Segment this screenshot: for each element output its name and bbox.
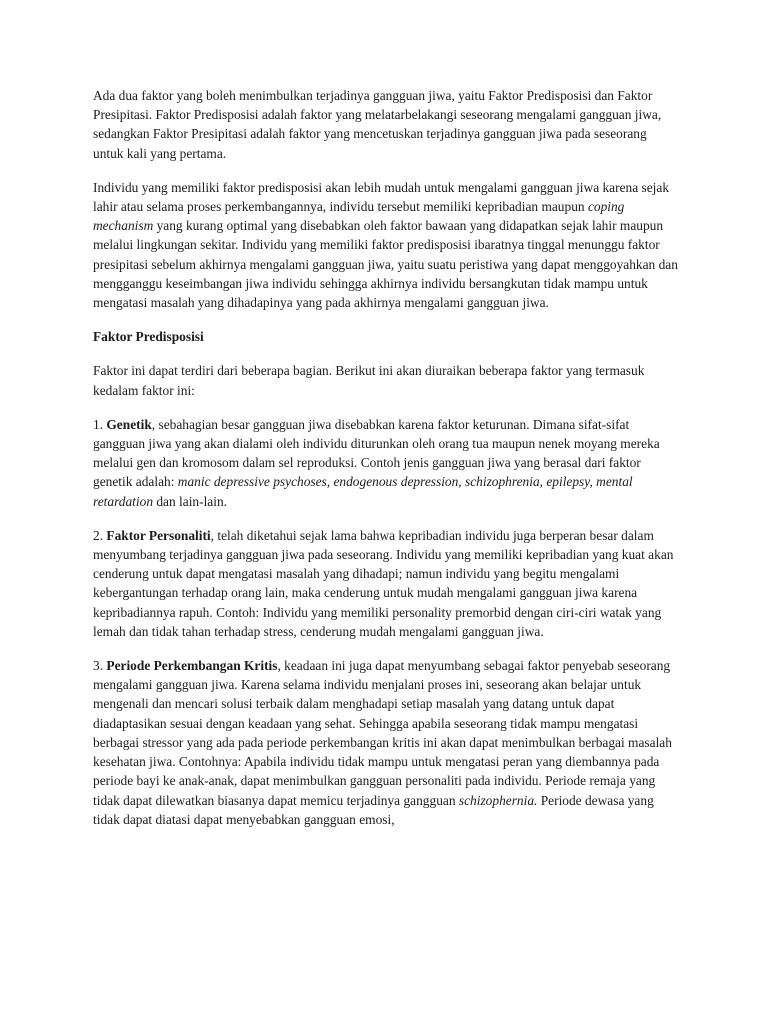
item-text: , telah diketahui sejak lama bahwa kepribadian individu juga berperan besar dalam menyumbang terjadinya gangguan jiwa pada seseorang. Individu yang memiliki kepribadian yang kuat akan cenderung untuk dapat mengatasi masalah yang dihadapi; namun individu yang begitu mengalami kebergantungan terhadap orang lain, maka cenderung untuk mudah mengalami gangguan jiwa karena kepribadiannya rapuh. Contoh: Individu yang memiliki personality premorbid dengan ciri-ciri watak yang lemah dan tidak tahan terhadap stress, cenderung mudah mengalami gangguan jiwa. xyxy=(93,527,674,639)
item-title: Faktor Personaliti xyxy=(106,527,211,543)
item-title: Periode Perkembangan Kritis xyxy=(106,658,278,674)
item-number: 1. xyxy=(93,416,107,432)
list-item-personaliti xyxy=(93,526,678,641)
intro-text: Ada dua faktor yang boleh menimbulkan terjadinya gangguan jiwa, yaitu Faktor Predisposisi dan Faktor Presipitasi. Faktor Predisposisi adalah faktor yang melatarbelakangi seseorang mengalami gangguan jiwa, sedangkan Faktor Presipitasi adalah faktor yang mencetuskan terjadinya gangguan jiwa pada seseorang untuk kali yang pertama. xyxy=(93,88,662,161)
explanation-text: Individu yang memiliki faktor predisposisi akan lebih mudah untuk mengalami gangguan jiwa karena sejak lahir atau selama proses perkembangannya, individu tersebut memiliki kepribadian maupun xyxy=(93,179,670,215)
item-text: , sebahagian besar gangguan jiwa disebabkan karena faktor keturunan. Dimana sifat-sifat gangguan jiwa yang akan dialami oleh individu diturunkan oleh orang tua maupun nenek moyang mereka melalui gen dan kromosom dalam sel reproduksi. Contoh jenis gangguan jiwa yang berasal dari faktor genetik adalah: xyxy=(93,416,660,490)
explanation-text-continued: yang kurang optimal yang disebabkan oleh faktor bawaan yang didapatkan sejak lahir maupun melalui lingkungan sekitar. Individu yang memiliki faktor predisposisi ibaratnya tinggal menunggu faktor presipitasi sebelum akhirnya mengalami gangguan jiwa, yaitu suatu peristiwa yang dapat menggoyahkan dan mengganggu keseimbangan jiwa individu sehingga akhirnya individu bersangkutan tidak mampu untuk mengatasi masalah yang dihadapinya yang pada akhirnya mengalami gangguan jiwa. xyxy=(93,218,678,311)
intro-paragraph xyxy=(93,86,678,163)
item-title: Genetik xyxy=(106,416,152,432)
section-intro-paragraph xyxy=(93,361,678,399)
predisposition-explanation-paragraph xyxy=(93,178,678,312)
document-page xyxy=(93,86,678,844)
list-item-genetik xyxy=(93,415,678,511)
item-text: , keadaan ini juga dapat menyumbang sebagai faktor penyebab seseorang mengalami gangguan jiwa. Karena selama individu menjalani proses ini, seseorang akan belajar untuk mengenali dan mencari solusi terbaik dalam menghadapi setiap masalah yang datang untuk dapat diadaptasikan sesuai dengan keadaan yang sehat. Sehingga apabila seseorang tidak mampu mengatasi berbagai stressor yang ada pada periode perkembangan kritis ini akan dapat menimbulkan berbagai masalah kesehatan jiwa. Contohnya: Apabila individu tidak mampu untuk mengatasi peran yang diembannya pada periode bayi ke anak-anak, dapat menimbulkan gangguan personaliti pada individu. Periode remaja yang tidak dapat dilewatkan biasanya dapat memicu terjadinya gangguan xyxy=(93,658,672,808)
item-text-end: Periode dewasa yang tidak dapat diatasi dapat menyebabkan gangguan emosi, xyxy=(93,792,654,827)
item-italic-terms: manic depressive psychoses, endogenous depression, schizophrenia, epilepsy, mental retardation xyxy=(93,474,633,509)
item-number: 3. xyxy=(93,658,107,674)
list-item-periode-kritis xyxy=(93,656,678,829)
item-italic-term: schizophernia. xyxy=(458,792,538,808)
section-intro-text: Faktor ini dapat terdiri dari beberapa bagian. Berikut ini akan diuraikan beberapa faktor yang termasuk kedalam faktor ini: xyxy=(93,363,645,398)
coping-mechanism-term: coping mechanism xyxy=(93,199,625,234)
item-text-end: dan lain-lain. xyxy=(153,493,228,509)
section-heading: Faktor Predisposisi xyxy=(93,329,204,345)
item-number: 2. xyxy=(93,527,107,543)
